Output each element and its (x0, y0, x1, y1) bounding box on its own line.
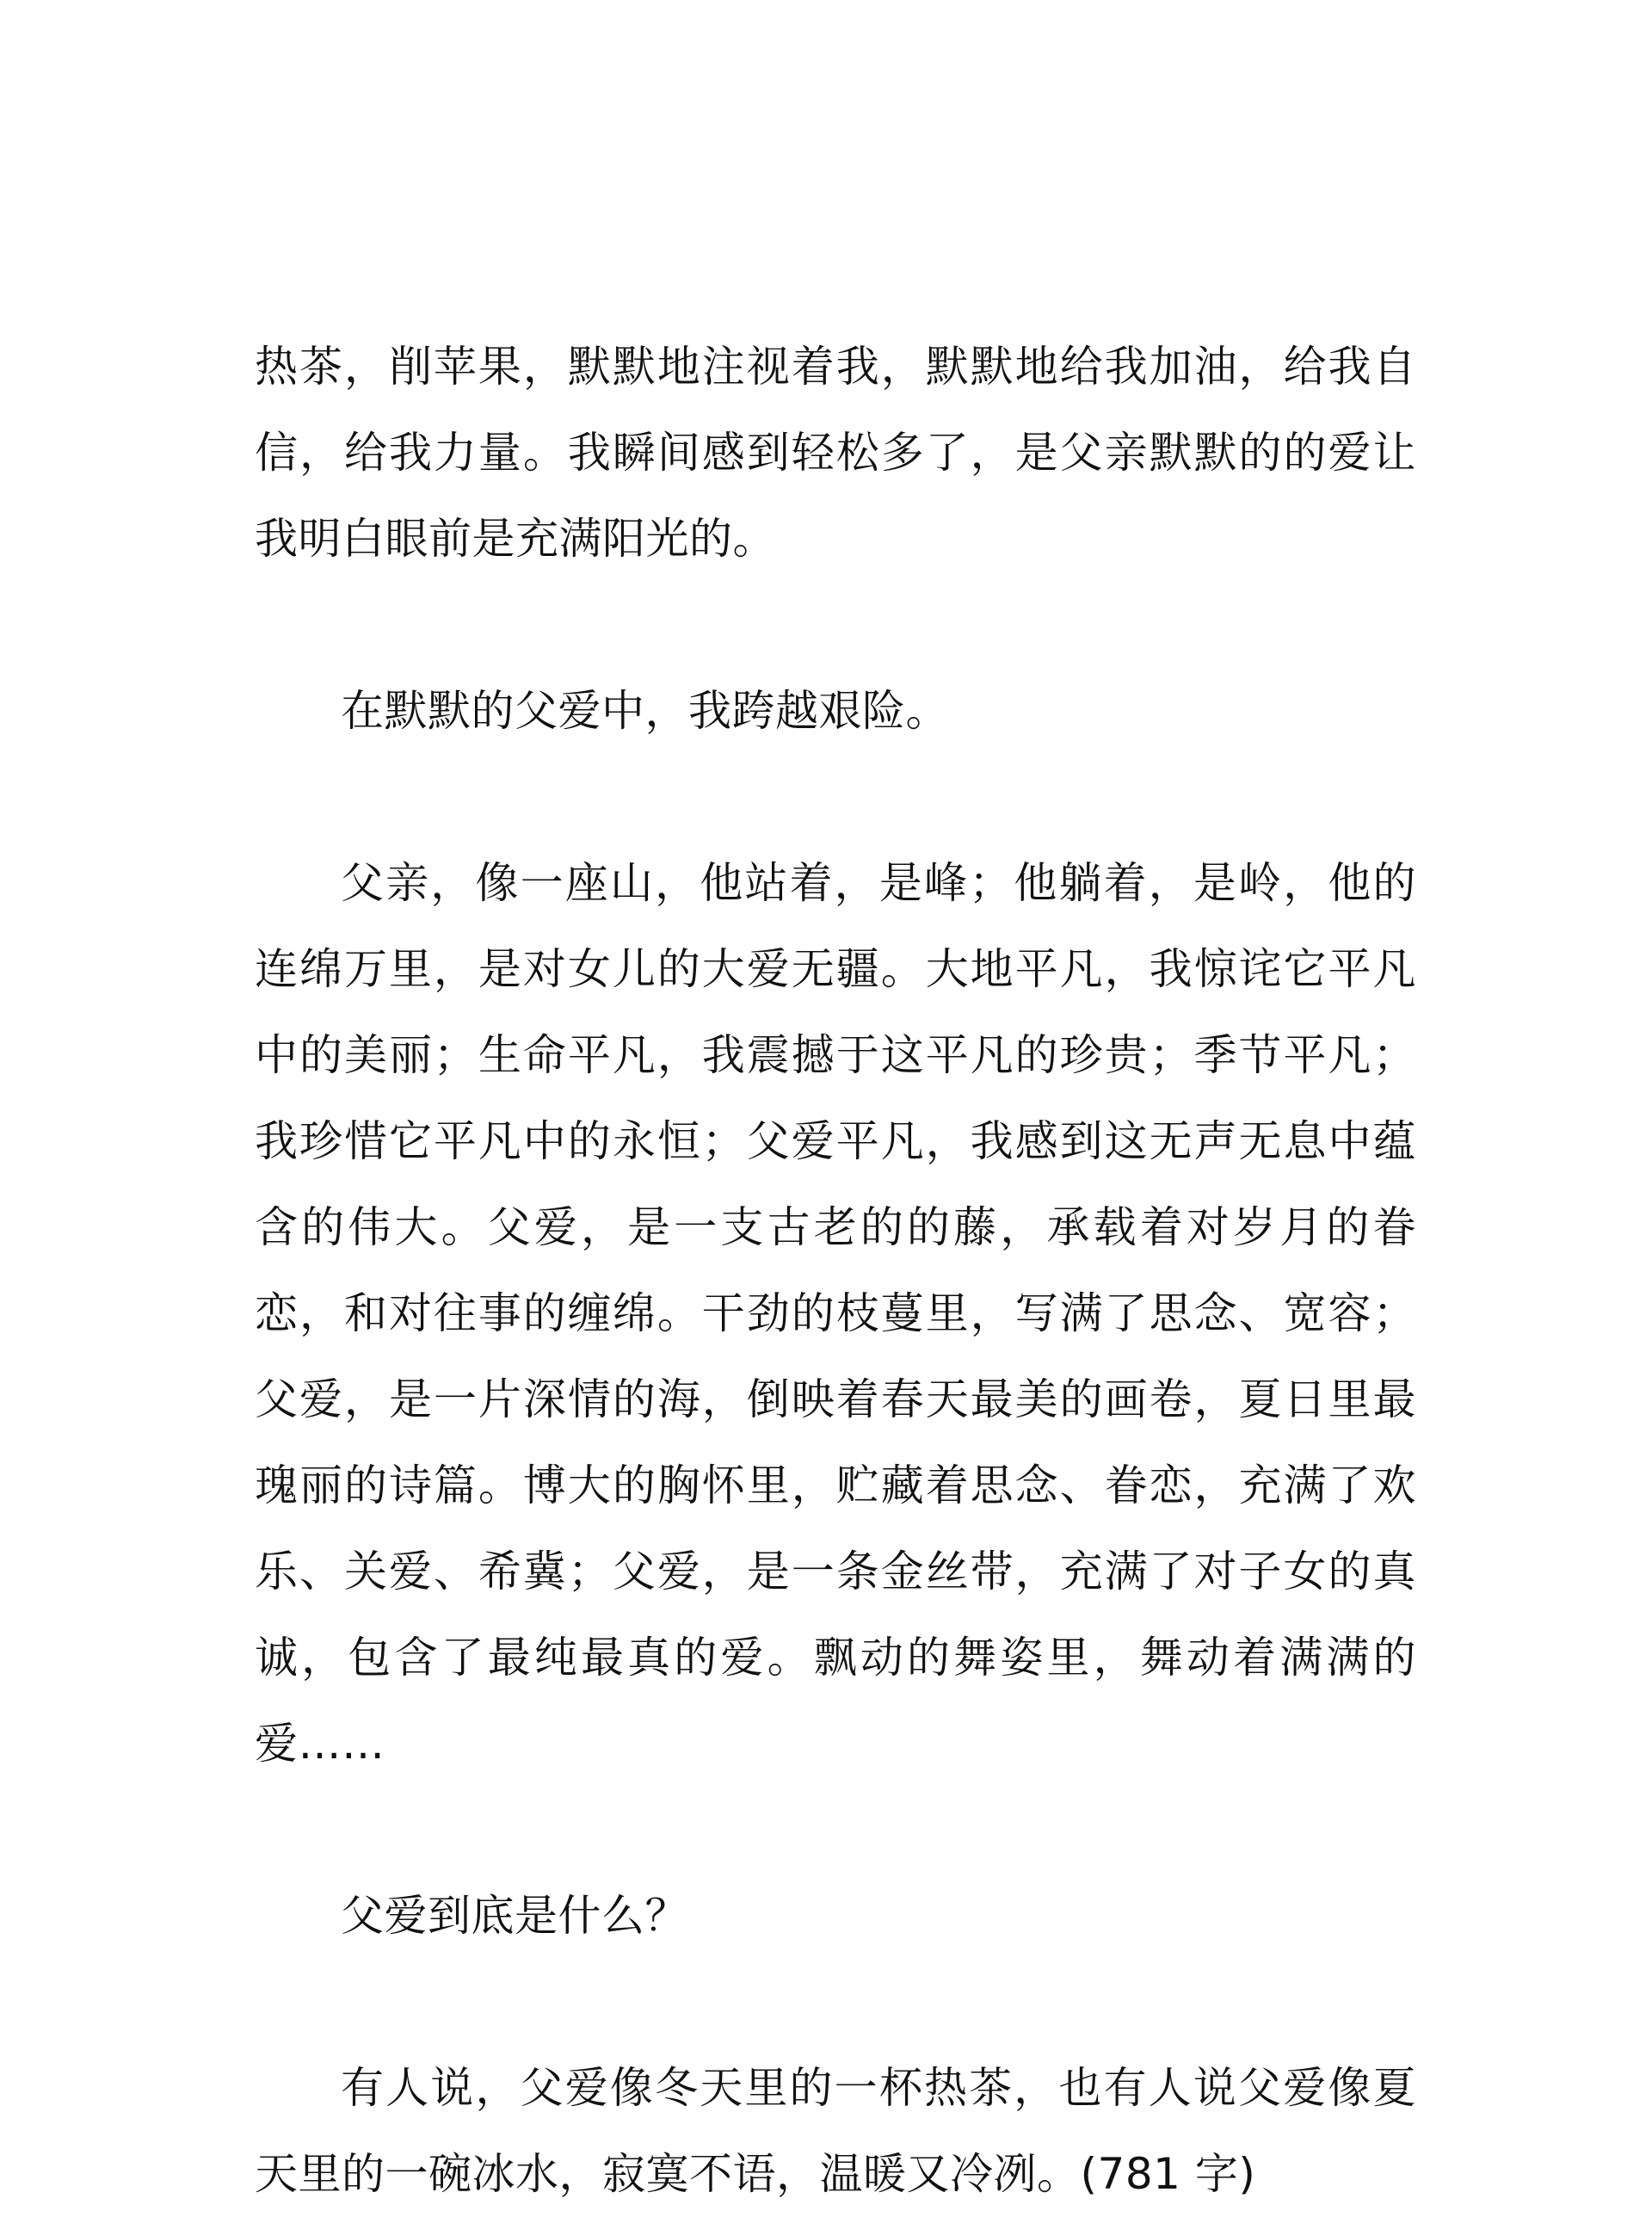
paragraph-5: 有人说，父爱像冬天里的一杯热茶，也有人说父爱像夏天里的一碗冰水，寂寞不语，温暖又冷冽。(781 字) (255, 2063, 1416, 2199)
paragraph-3: 父亲，像一座山，他站着，是峰；他躺着，是岭，他的连绵万里，是对女儿的大爱无疆。大地平凡，我惊诧它平凡中的美丽；生命平凡，我震撼于这平凡的珍贵；季节平凡；我珍惜它平凡中的永恒；父爱平凡，我感到这无声无息中蕴含的伟大。父爱，是一支古老的的藤，承载着对岁月的眷恋，和对往事的缠绵。干劲的枝蔓里，写满了思念、宽容；父爱，是一片深情的海，倒映着春天最美的画卷，夏日里最瑰丽的诗篇。博大的胸怀里，贮藏着思念、眷恋，充满了欢乐、关爱、希冀；父爱，是一条金丝带，充满了对子女的真诚，包含了最纯最真的爱。飘动的舞姿里，舞动着满满的爱…… (255, 858, 1416, 1769)
paragraph-2: 在默默的父爱中，我跨越艰险。 (341, 686, 949, 736)
paragraph-1: 热茶，削苹果，默默地注视着我，默默地给我加油，给我自信，给我力量。我瞬间感到轻松多了，是父亲默默的的爱让我明白眼前是充满阳光的。 (255, 342, 1416, 564)
document-body (255, 324, 1416, 2217)
paragraph-4: 父爱到底是什么？ (341, 1891, 688, 1941)
